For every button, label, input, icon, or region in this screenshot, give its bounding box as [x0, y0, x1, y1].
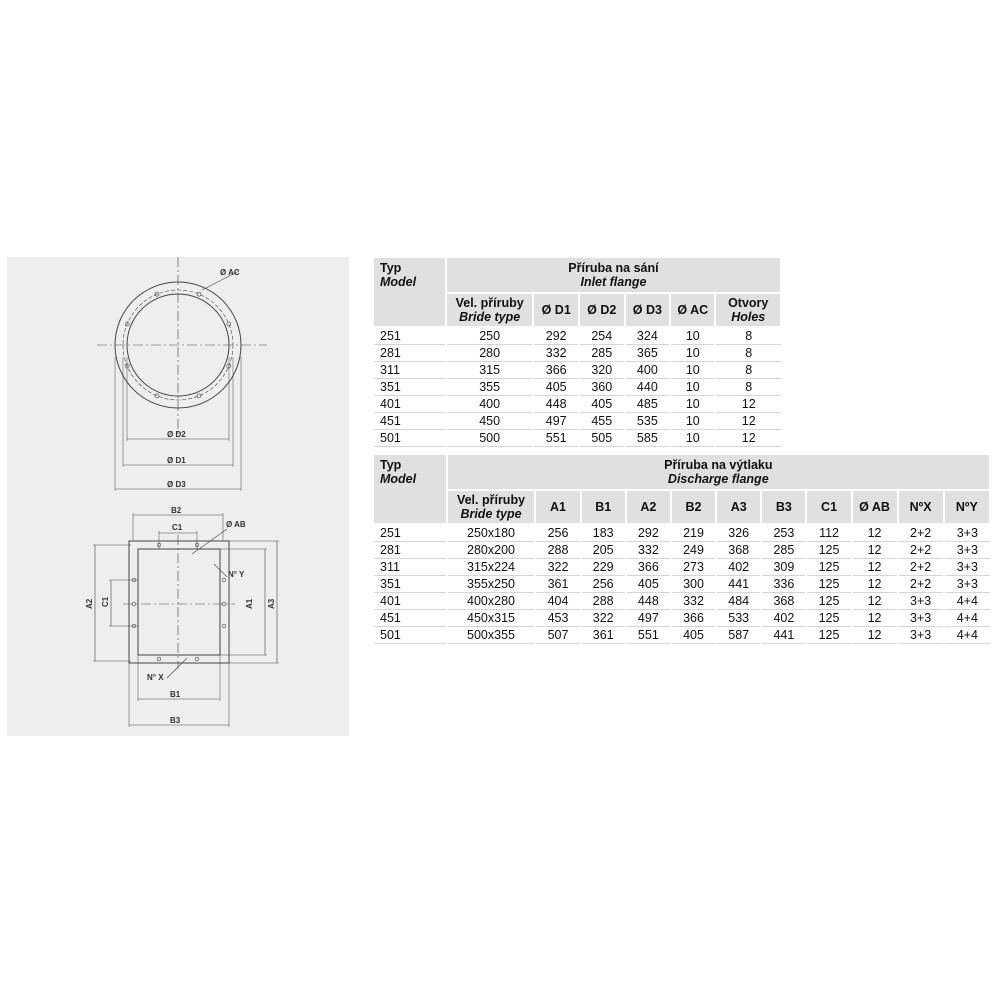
value-cell: 253 [761, 524, 806, 542]
value-cell: 402 [716, 559, 761, 576]
column-header-sublabel: Bride type [460, 507, 522, 521]
value-cell: 249 [671, 542, 716, 559]
value-cell: 309 [761, 559, 806, 576]
value-cell: 448 [626, 593, 671, 610]
model-cell: 401 [373, 396, 446, 413]
column-header-label: B3 [775, 500, 792, 514]
value-cell: 497 [626, 610, 671, 627]
value-cell: 366 [533, 362, 579, 379]
discharge-column-headers [373, 490, 990, 524]
model-cell: 251 [373, 524, 447, 542]
discharge-group-cz: Příruba na výtlaku [664, 458, 773, 472]
table-row [373, 379, 781, 396]
value-cell: 292 [626, 524, 671, 542]
rect-bolt-holes [132, 543, 226, 661]
label-c1-side: C1 [101, 596, 110, 607]
value-cell: 551 [533, 430, 579, 447]
model-cell: 311 [373, 559, 447, 576]
value-cell: 8 [715, 345, 781, 362]
column-header [671, 490, 716, 524]
value-cell: 12 [852, 593, 898, 610]
value-cell: 551 [626, 627, 671, 644]
inlet-group-cz: Příruba na sání [568, 261, 659, 275]
value-cell: 8 [715, 362, 781, 379]
value-cell: 497 [533, 413, 579, 430]
column-header [670, 293, 715, 327]
value-cell: 441 [716, 576, 761, 593]
bolt-hole [197, 394, 201, 398]
column-header [446, 293, 533, 327]
value-cell: 368 [761, 593, 806, 610]
value-cell: 355 [446, 379, 533, 396]
value-cell: 250x180 [447, 524, 536, 542]
table-row [373, 542, 990, 559]
value-cell: 3+3 [898, 610, 944, 627]
label-ac: Ø AC [220, 268, 240, 277]
value-cell: 450 [446, 413, 533, 430]
column-header [625, 293, 671, 327]
column-header [716, 490, 761, 524]
column-header-label: Ø D3 [632, 303, 662, 317]
value-cell: 288 [535, 542, 580, 559]
value-cell: 332 [533, 345, 579, 362]
column-header [581, 490, 626, 524]
model-cell: 281 [373, 345, 446, 362]
value-cell: 10 [670, 362, 715, 379]
table-row [373, 396, 781, 413]
table-row [373, 576, 990, 593]
value-cell: 10 [670, 430, 715, 447]
value-cell: 280 [446, 345, 533, 362]
column-header-label: NºY [955, 500, 978, 514]
label-c1-top: C1 [172, 523, 183, 532]
column-header-label: A2 [640, 500, 657, 514]
inlet-group-header [446, 257, 781, 293]
value-cell: 533 [716, 610, 761, 627]
label-a2: A2 [85, 598, 94, 609]
table-row [373, 610, 990, 627]
value-cell: 3+3 [944, 576, 990, 593]
column-header-label: A3 [730, 500, 747, 514]
value-cell: 315x224 [447, 559, 536, 576]
column-header [898, 490, 944, 524]
value-cell: 256 [535, 524, 580, 542]
value-cell: 500 [446, 430, 533, 447]
inlet-table-body [373, 327, 781, 447]
value-cell: 368 [716, 542, 761, 559]
value-cell: 360 [579, 379, 625, 396]
value-cell: 229 [581, 559, 626, 576]
value-cell: 10 [670, 413, 715, 430]
value-cell: 10 [670, 396, 715, 413]
column-header [852, 490, 898, 524]
nx-leader [167, 658, 187, 678]
model-header-en: Model [380, 472, 417, 486]
column-header-label: Otvory [728, 296, 769, 310]
value-cell: 125 [806, 593, 851, 610]
discharge-group-header [447, 454, 990, 490]
value-cell: 2+2 [898, 524, 944, 542]
column-header [715, 293, 781, 327]
column-header [806, 490, 851, 524]
model-cell: 251 [373, 327, 446, 345]
value-cell: 4+4 [944, 610, 990, 627]
bolt-hole [227, 322, 231, 326]
value-cell: 4+4 [944, 627, 990, 644]
table-row [373, 593, 990, 610]
value-cell: 112 [806, 524, 851, 542]
column-header-label: Ø D1 [541, 303, 571, 317]
value-cell: 587 [716, 627, 761, 644]
value-cell: 3+3 [944, 559, 990, 576]
value-cell: 326 [716, 524, 761, 542]
value-cell: 484 [716, 593, 761, 610]
value-cell: 8 [715, 379, 781, 396]
value-cell: 507 [535, 627, 580, 644]
value-cell: 440 [625, 379, 671, 396]
label-nx: N° X [147, 673, 164, 682]
value-cell: 10 [670, 345, 715, 362]
value-cell: 366 [626, 559, 671, 576]
value-cell: 332 [626, 542, 671, 559]
model-header-cz: Typ [380, 261, 402, 275]
inlet-flange-table [372, 256, 782, 447]
label-ab: Ø AB [226, 520, 246, 529]
value-cell: 280x200 [447, 542, 536, 559]
model-cell: 311 [373, 362, 446, 379]
value-cell: 300 [671, 576, 716, 593]
table-row [373, 524, 990, 542]
rect-bolt-hole [195, 657, 199, 661]
column-header-label: Vel. příruby [455, 296, 524, 310]
value-cell: 125 [806, 610, 851, 627]
table-row [373, 345, 781, 362]
value-cell: 453 [535, 610, 580, 627]
value-cell: 219 [671, 524, 716, 542]
model-header [373, 454, 447, 524]
model-cell: 401 [373, 593, 447, 610]
value-cell: 455 [579, 413, 625, 430]
column-header [944, 490, 990, 524]
column-header-label: Ø AB [859, 500, 890, 514]
value-cell: 405 [626, 576, 671, 593]
value-cell: 250 [446, 327, 533, 345]
label-d3: Ø D3 [167, 480, 186, 489]
value-cell: 332 [671, 593, 716, 610]
model-cell: 351 [373, 576, 447, 593]
value-cell: 320 [579, 362, 625, 379]
table-row [373, 627, 990, 644]
value-cell: 322 [581, 610, 626, 627]
value-cell: 292 [533, 327, 579, 345]
value-cell: 450x315 [447, 610, 536, 627]
value-cell: 366 [671, 610, 716, 627]
column-header-label: A1 [550, 500, 566, 514]
value-cell: 355x250 [447, 576, 536, 593]
label-d2: Ø D2 [167, 430, 186, 439]
column-header-label: C1 [821, 500, 838, 514]
model-cell: 451 [373, 610, 447, 627]
column-header [535, 490, 580, 524]
label-b1: B1 [170, 690, 181, 699]
value-cell: 288 [581, 593, 626, 610]
table-row [373, 559, 990, 576]
label-ny: N° Y [228, 570, 245, 579]
rect-bolt-hole [157, 657, 161, 661]
rect-bolt-hole [222, 624, 226, 628]
value-cell: 402 [761, 610, 806, 627]
table-row [373, 362, 781, 379]
model-cell: 501 [373, 430, 446, 447]
value-cell: 285 [579, 345, 625, 362]
column-header [626, 490, 671, 524]
discharge-group-en: Discharge flange [667, 472, 769, 486]
value-cell: 12 [852, 559, 898, 576]
value-cell: 12 [715, 396, 781, 413]
value-cell: 405 [671, 627, 716, 644]
value-cell: 535 [625, 413, 671, 430]
column-header-label: Ø AC [677, 303, 709, 317]
column-header [761, 490, 806, 524]
value-cell: 2+2 [898, 559, 944, 576]
value-cell: 361 [535, 576, 580, 593]
value-cell: 125 [806, 576, 851, 593]
model-header-en: Model [380, 275, 417, 289]
rect-bolt-hole [222, 578, 226, 582]
inner-rect-b1-a1 [138, 549, 220, 655]
value-cell: 315 [446, 362, 533, 379]
value-cell: 12 [852, 610, 898, 627]
value-cell: 10 [670, 327, 715, 345]
value-cell: 500x355 [447, 627, 536, 644]
value-cell: 405 [533, 379, 579, 396]
column-header-sublabel: Bride type [459, 310, 521, 324]
value-cell: 125 [806, 627, 851, 644]
value-cell: 8 [715, 327, 781, 345]
value-cell: 12 [852, 576, 898, 593]
value-cell: 12 [852, 627, 898, 644]
value-cell: 400 [625, 362, 671, 379]
value-cell: 400 [446, 396, 533, 413]
model-cell: 451 [373, 413, 446, 430]
label-b3: B3 [170, 716, 181, 725]
table-row [373, 430, 781, 447]
value-cell: 254 [579, 327, 625, 345]
model-header-cz: Typ [380, 458, 402, 472]
column-header-label: Ø D2 [587, 303, 617, 317]
column-header-sublabel: Holes [731, 310, 766, 324]
value-cell: 2+2 [898, 542, 944, 559]
column-header [533, 293, 579, 327]
value-cell: 3+3 [944, 524, 990, 542]
value-cell: 2+2 [898, 576, 944, 593]
column-header [447, 490, 536, 524]
label-b2: B2 [171, 506, 182, 515]
value-cell: 441 [761, 627, 806, 644]
model-cell: 281 [373, 542, 447, 559]
value-cell: 448 [533, 396, 579, 413]
value-cell: 485 [625, 396, 671, 413]
value-cell: 3+3 [898, 593, 944, 610]
label-a1: A1 [245, 598, 254, 609]
value-cell: 125 [806, 559, 851, 576]
table-row [373, 327, 781, 345]
value-cell: 361 [581, 627, 626, 644]
column-header-label: NºX [909, 500, 932, 514]
column-header-label: B2 [685, 500, 702, 514]
flange-drawing [7, 257, 349, 736]
value-cell: 336 [761, 576, 806, 593]
value-cell: 256 [581, 576, 626, 593]
value-cell: 365 [625, 345, 671, 362]
flange-drawing-svg [7, 257, 349, 736]
value-cell: 585 [625, 430, 671, 447]
value-cell: 12 [852, 524, 898, 542]
value-cell: 404 [535, 593, 580, 610]
value-cell: 324 [625, 327, 671, 345]
value-cell: 183 [581, 524, 626, 542]
bolt-hole [155, 394, 159, 398]
inlet-group-en: Inlet flange [580, 275, 647, 289]
value-cell: 4+4 [944, 593, 990, 610]
value-cell: 322 [535, 559, 580, 576]
value-cell: 10 [670, 379, 715, 396]
model-header [373, 257, 446, 327]
rect-flange [93, 513, 279, 727]
value-cell: 3+3 [898, 627, 944, 644]
discharge-table-body [373, 524, 990, 644]
column-header [579, 293, 625, 327]
value-cell: 12 [852, 542, 898, 559]
model-cell: 351 [373, 379, 446, 396]
column-header-label: Vel. příruby [456, 493, 526, 507]
value-cell: 273 [671, 559, 716, 576]
value-cell: 125 [806, 542, 851, 559]
table-row [373, 413, 781, 430]
value-cell: 400x280 [447, 593, 536, 610]
value-cell: 505 [579, 430, 625, 447]
value-cell: 205 [581, 542, 626, 559]
discharge-flange-table [372, 453, 991, 644]
column-header-label: B1 [595, 500, 612, 514]
bolt-hole [197, 292, 201, 296]
label-d1: Ø D1 [167, 456, 186, 465]
value-cell: 285 [761, 542, 806, 559]
value-cell: 405 [579, 396, 625, 413]
model-cell: 501 [373, 627, 447, 644]
value-cell: 3+3 [944, 542, 990, 559]
value-cell: 12 [715, 413, 781, 430]
value-cell: 12 [715, 430, 781, 447]
outer-rect-b3-a3 [129, 541, 229, 663]
label-a3: A3 [267, 598, 276, 609]
